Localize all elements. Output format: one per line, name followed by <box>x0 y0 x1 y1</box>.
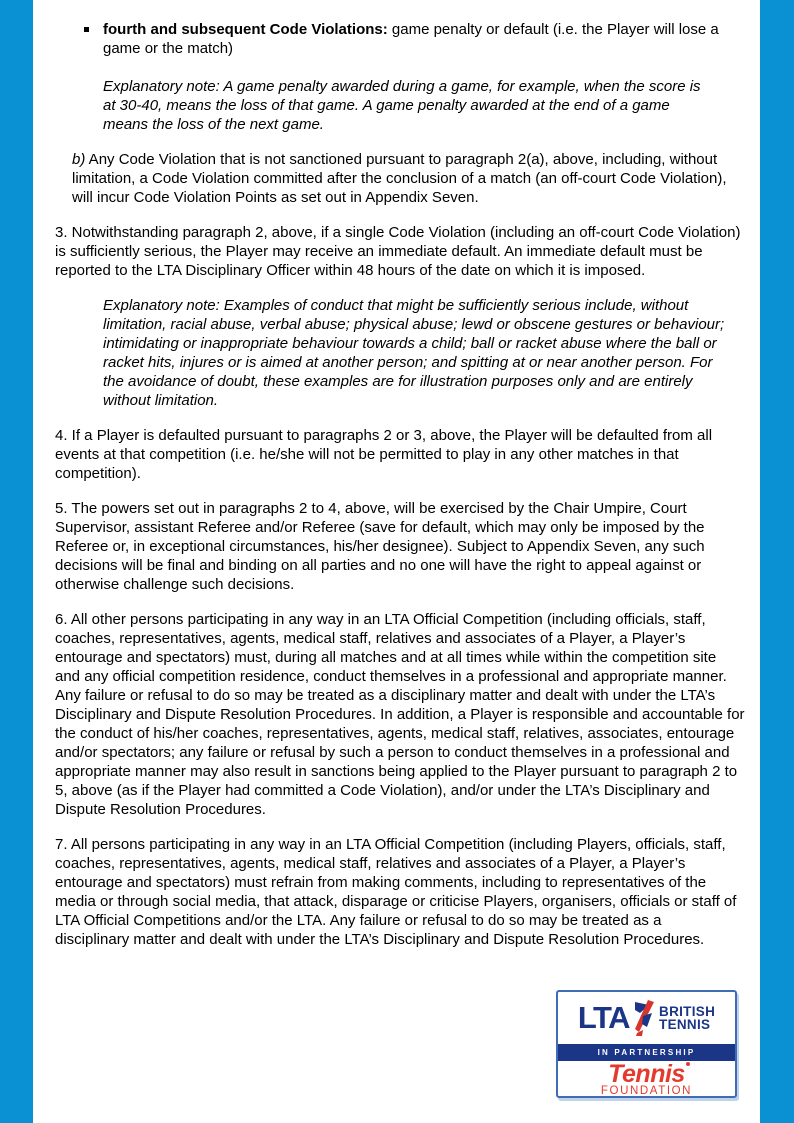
british-tennis-flag-icon <box>634 1000 654 1036</box>
paragraph-5: 5. The powers set out in paragraphs 2 to 4, above, will be exercised by the Chair Umpire, Court Supervisor, assistant Referee and/or Referee (save for default, which may only be imposed by the Referee or, in exceptional circumstances, his/her designee). Subject to Appendix Seven, any such decisions will be final and binding on all parties and no one will have the right to appeal against or otherwise challenge such decisions. <box>55 500 705 593</box>
tennis-ball-dot-icon <box>686 1062 690 1066</box>
document-body <box>55 20 755 965</box>
paragraph-7: 7. All persons participating in any way in an LTA Official Competition (including Players, officials, staff, coaches, representatives, agents, medical staff, relatives and associates of a Player, a Player’s entourage and spectators) must refrain from making comments, including to representatives of the media or through social media, that attack, disparage or criticise Players, organisers, officials or staff of LTA Official Competitions and/or the LTA. Any failure or refusal to do so may be treated as a disciplinary matter and dealt with under the LTA’s Disciplinary and Dispute Resolution Procedures. <box>55 836 737 948</box>
foundation-label: FOUNDATION <box>600 1085 693 1097</box>
bullet-text <box>103 20 732 58</box>
tennis-foundation-block <box>558 1061 735 1098</box>
explanatory-note-2: Explanatory note: Examples of conduct that might be sufficiently serious include, without limitation, racial abuse, verbal abuse; physical abuse; lewd or obscene gestures or behaviour; intimidating or inappropriate behaviour towards a child; ball or racket abuse where the ball or racket hits, injures or is aimed at another person; and spitting at or near another person. For the avoidance of doubt, these examples are for illustration purposes only and are entirely without limitation. <box>103 297 725 409</box>
bullet-square-icon <box>84 27 89 32</box>
bullet-item-fourth-violation <box>84 20 732 58</box>
lta-british-tennis-partnership-logo <box>556 990 737 1098</box>
right-edge-stripe <box>760 0 794 1123</box>
left-edge-stripe <box>0 0 33 1123</box>
paragraph-3: 3. Notwithstanding paragraph 2, above, if a single Code Violation (including an off-court Code Violation) is sufficiently serious, the Player may receive an immediate default. An immediate default must be reported to the LTA Disciplinary Officer within 48 hours of the date on which it is imposed. <box>55 224 741 279</box>
paragraph-b-rest: Any Code Violation that is not sanctioned pursuant to paragraph 2(a), above, including, without limitation, a Code Violation committed after the conclusion of a match (an off-court Code Violation), will incur Code Violation Points as set out in Appendix Seven. <box>72 151 727 206</box>
explanatory-note-1: Explanatory note: A game penalty awarded during a game, for example, when the score is at 30-40, means the loss of that game. A game penalty awarded at the end of a game means the loss of the next game. <box>103 78 701 133</box>
paragraph-6: 6. All other persons participating in any way in an LTA Official Competition (including officials, staff, coaches, representatives, agents, medical staff, relatives and associates of a Player, a Player’s entourage and spectators) must, during all matches and at all times while within the competition site and any official competition residence, conduct themselves in a professional and appropriate manner. Any failure or refusal to do so may be treated as a disciplinary matter and dealt with under the LTA’s Disciplinary and Dispute Resolution Procedures. In addition, a Player is responsible and accountable for the conduct of his/her coaches, representatives, agents, medical staff, relatives, associates, entourage and/or spectators; any failure or refusal by such a person to conduct themselves in a professional and appropriate manner may also result in sanctions being applied to the Player pursuant to paragraph 2 to 5, above (as if the Player had committed a Code Violation), and/or under the LTA’s Disciplinary and Dispute Resolution Procedures. <box>55 611 745 818</box>
british-tennis-label <box>659 1005 715 1031</box>
in-partnership-banner: IN PARTNERSHIP <box>558 1044 735 1061</box>
lta-wordmark: LTA <box>577 1000 630 1035</box>
paragraph-b <box>72 150 736 207</box>
lta-british-tennis-row <box>558 992 735 1044</box>
british-label: BRITISH <box>659 1004 716 1019</box>
tennis-foundation-wordmark <box>608 1060 685 1088</box>
bullet-bold-lead: fourth and subsequent Code Violations: <box>103 21 388 38</box>
tennis-script-text: Tennis <box>608 1060 685 1088</box>
paragraph-4: 4. If a Player is defaulted pursuant to paragraphs 2 or 3, above, the Player will be defaulted from all events at that competition (i.e. he/she will not be permitted to play in any other matches in that competition). <box>55 427 713 482</box>
tennis-label: TENNIS <box>659 1017 711 1032</box>
paragraph-b-lead: b) <box>72 151 86 168</box>
bullet-rest: game penalty or default (i.e. the Player will lose a game or the match) <box>103 21 719 57</box>
